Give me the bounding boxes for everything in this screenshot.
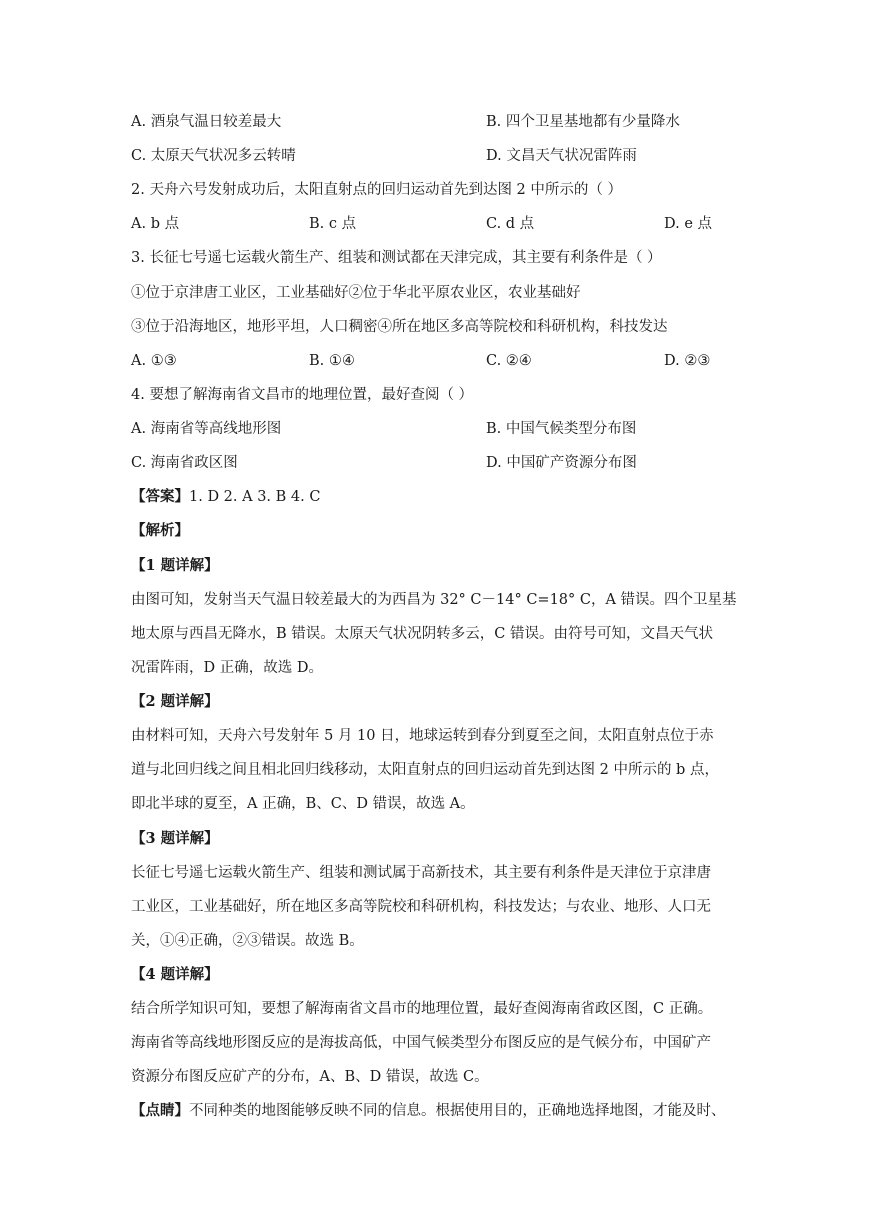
answer-label: 【答案】 [131,488,189,505]
detail-4-line-1: 结合所学知识可知，要想了解海南省文昌市的地理位置，最好查阅海南省政区图，C 正确。 [131,1001,713,1017]
q4-stem: 4. 要想了解海南省文昌市的地理位置，最好查阅（ ） [131,387,474,403]
q4-option-b: B. 中国气候类型分布图 [486,421,637,437]
detail-1-line-2: 地太原与西昌无降水，B 错误。太原天气状况阴转多云，C 错误。由符号可知，文昌天气状 [131,626,713,642]
q2-option-b: B. c 点 [309,216,357,232]
q2-option-c: C. d 点 [486,216,535,232]
q3-stem: 3. 长征七号遥七运载火箭生产、组装和测试都在天津完成，其主要有利条件是（ ） [131,250,662,266]
q4-option-d: D. 中国矿产资源分布图 [486,455,637,471]
q1-option-b: B. 四个卫星基地都有少量降水 [486,114,680,130]
q1-option-d: D. 文昌天气状况雷阵雨 [486,148,637,164]
detail-4-line-3: 资源分布图反应矿产的分布，A、B、D 错误，故选 C。 [131,1069,489,1085]
q2-option-d: D. e 点 [664,216,713,232]
detail-3-heading: 【3 题详解】 [131,830,219,847]
q3-option-d: D. ②③ [664,353,711,369]
q1-option-a: A. 酒泉气温日较差最大 [131,114,282,130]
q3-statement-line-1: ①位于京津唐工业区，工业基础好②位于华北平原农业区，农业基础好 [131,285,581,301]
answer-line [131,487,320,507]
detail-1-heading: 【1 题详解】 [131,557,219,574]
detail-3-line-2: 工业区，工业基础好，所在地区多高等院校和科研机构，科技发达；与农业、地形、人口无 [131,899,711,915]
detail-4-line-2: 海南省等高线地形图反应的是海拔高低，中国气候类型分布图反应的是气候分布，中国矿产 [131,1035,711,1051]
detail-3-line-1: 长征七号遥七运载火箭生产、组装和测试属于高新技术，其主要有利条件是天津位于京津唐 [131,865,711,881]
q4-option-c: C. 海南省政区图 [131,455,238,471]
detail-2-line-2: 道与北回归线之间且相北回归线移动，太阳直射点的回归运动首先到达图 2 中所示的 b 点， [131,762,719,778]
q4-option-a: A. 海南省等高线地形图 [131,421,282,437]
tip-text: 不同种类的地图能够反映不同的信息。根据使用目的，正确地选择地图，才能及时、 [189,1103,726,1119]
detail-2-line-3: 即北半球的夏至，A 正确，B、C、D 错误，故选 A。 [131,796,475,812]
q3-option-b: B. ①④ [309,353,355,369]
q3-option-a: A. ①③ [131,353,177,369]
detail-1-line-3: 况雷阵雨，D 正确，故选 D。 [131,660,323,676]
detail-4-heading: 【4 题详解】 [131,966,219,983]
q1-option-c: C. 太原天气状况多云转晴 [131,148,296,164]
detail-3-line-3: 关，①④正确，②③错误。故选 B。 [131,933,364,949]
answer-text: 1. D 2. A 3. B 4. C [189,489,321,505]
analysis-heading: 【解析】 [131,522,189,539]
tip-label: 【点睛】 [131,1102,189,1119]
detail-2-line-1: 由材料可知，天舟六号发射年 5 月 10 日，地球运转到春分到夏至之间，太阳直射点位于赤 [131,728,714,744]
q2-option-a: A. b 点 [131,216,180,232]
detail-1-line-1: 由图可知，发射当天气温日较差最大的为西昌为 32° C－14° C=18° C，A 错误。四个卫星基 [131,592,737,608]
detail-2-heading: 【2 题详解】 [131,693,219,710]
q2-stem: 2. 天舟六号发射成功后，太阳直射点的回归运动首先到达图 2 中所示的（ ） [131,182,622,198]
q3-option-c: C. ②④ [486,353,532,369]
q3-statement-line-2: ③位于沿海地区，地形平坦，人口稠密④所在地区多高等院校和科研机构，科技发达 [131,319,668,335]
tip-line [131,1101,726,1121]
